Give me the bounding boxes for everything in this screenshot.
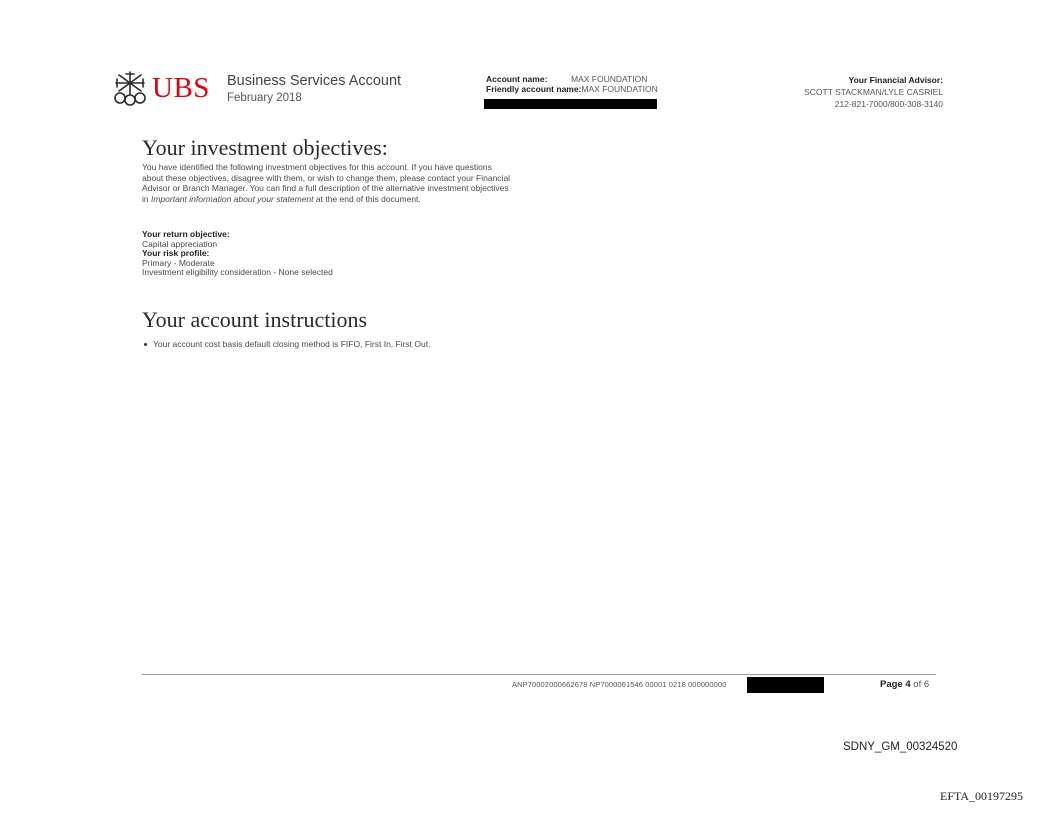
objectives-heading: Your investment objectives: <box>142 135 388 160</box>
intro-italic: Important information about your statement <box>150 193 314 204</box>
return-objective-label: Your return objective: <box>142 229 230 239</box>
advisor-title: Your Financial Advisor: <box>848 75 943 85</box>
friendly-name-value: MAX FOUNDATION <box>581 84 658 94</box>
bullet-icon <box>144 343 147 346</box>
efta-number: EFTA_00197295 <box>940 789 1024 803</box>
advisor-names: SCOTT STACKMAN/LYLE CASRIEL <box>804 87 943 97</box>
page-label: Page <box>880 679 903 690</box>
advisor-phone: 212-821-7000/800-308-3140 <box>834 99 943 109</box>
account-name-label: Account name: <box>486 74 548 84</box>
bates-number: SDNY_GM_00324520 <box>843 741 958 753</box>
instructions-heading: Your account instructions <box>142 307 368 332</box>
instruction-text: Your account cost basis default closing method is FIFO, First In, First Out. <box>153 339 431 349</box>
friendly-name-label: Friendly account name: <box>486 84 582 94</box>
risk-profile-value: Primary - Moderate <box>142 257 215 268</box>
account-info <box>486 74 658 94</box>
eligibility-consideration: Investment eligibility consideration - None selected <box>142 267 333 277</box>
objectives-list <box>142 230 333 278</box>
friendly-name-row <box>486 84 658 94</box>
financial-advisor <box>804 74 943 110</box>
statement-date: February 2018 <box>227 92 302 104</box>
page-total: 6 <box>923 679 930 690</box>
ubs-logo <box>112 70 232 110</box>
footer-divider <box>142 674 936 675</box>
instruction-item <box>144 339 430 349</box>
document-code: ANP70002000662678 NP7000061546 00001 0218 000000000 <box>512 680 727 689</box>
ubs-keys-icon <box>112 70 148 106</box>
intro-text-1: You have identified the following investment objectives for this account. If you have questions about these objectives, disagree with them, or wish to change them, please contact your Financial Advisor or Branch Manager. You can find a full description of the alternative investment objectives in <box>142 162 511 204</box>
intro-text-2: at the end of this document. <box>313 193 421 204</box>
objectives-intro <box>142 162 512 204</box>
account-number-redaction <box>484 99 657 109</box>
ubs-logo-text: UBS <box>152 72 210 104</box>
page-number: 4 <box>905 679 911 690</box>
page-indicator <box>880 679 929 690</box>
return-objective-value: Capital appreciation <box>142 238 218 249</box>
account-type: Business Services Account <box>227 73 402 89</box>
account-name-row <box>486 74 658 84</box>
footer-redaction <box>747 677 824 693</box>
account-name-value: MAX FOUNDATION <box>571 74 648 84</box>
risk-profile-label: Your risk profile: <box>142 248 210 258</box>
page-of: of <box>913 679 922 690</box>
